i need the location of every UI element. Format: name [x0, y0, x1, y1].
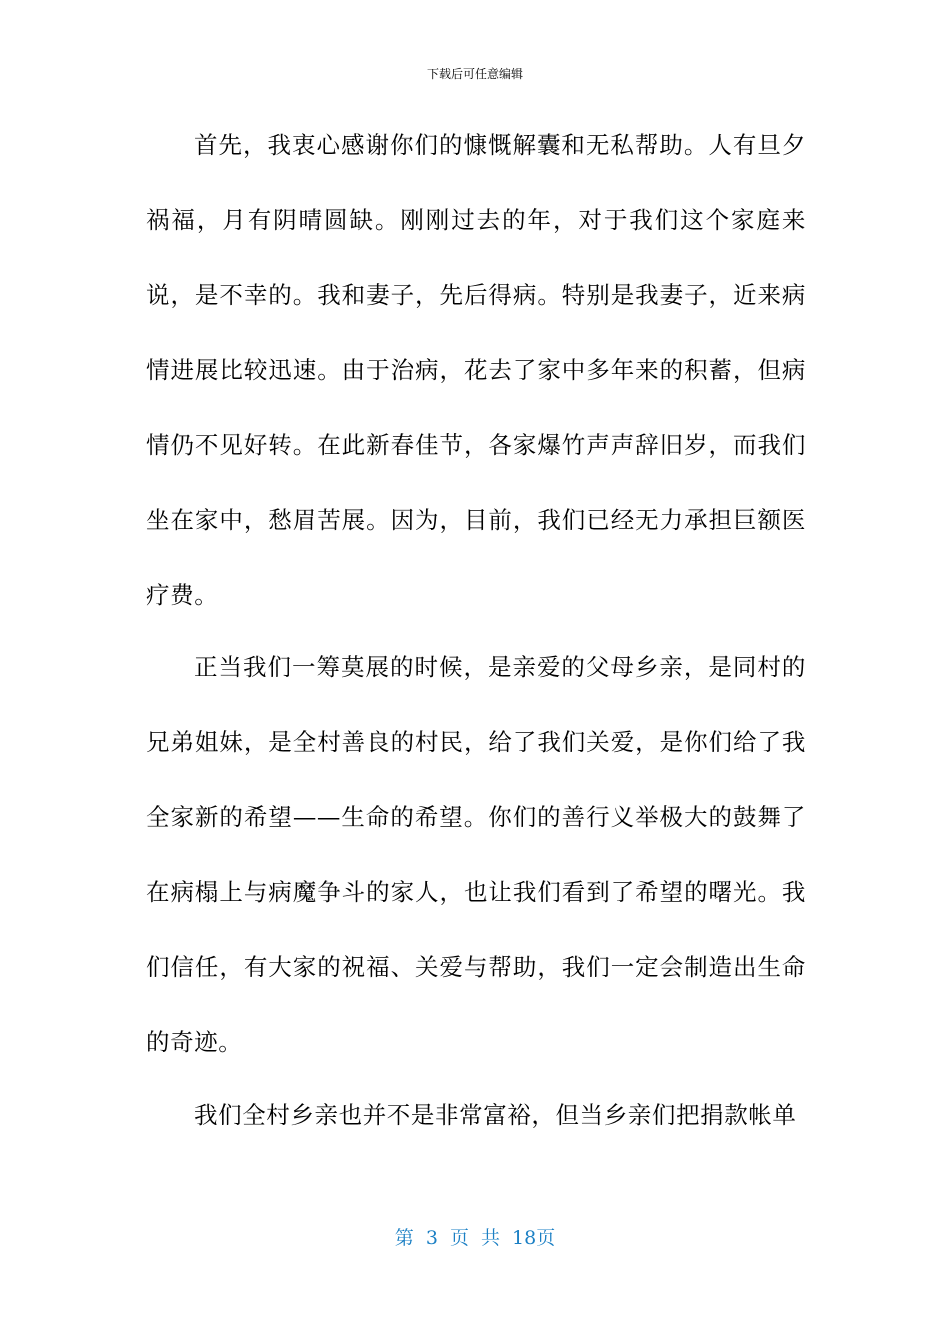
page-header-note: 下载后可任意编辑 [426, 67, 523, 81]
body-paragraph-1: 首先，我衷心感谢你们的慷慨解囊和无私帮助。人有旦夕祸福，月有阴晴圆缺。刚刚过去的年，对于我们这个家庭来说，是不幸的。我和妻子，先后得病。特别是我妻子，近来病情进展比较迅速。由于治病，花去了家中多年来的积蓄，但病情仍不见好转。在此新春佳节，各家爆竹声声辞旧岁，而我们坐在家中，愁眉苦展。因为，目前，我们已经无力承担巨额医疗费。 [146, 131, 806, 609]
page-number-footer: 第 3 页 共 18页 [394, 1227, 556, 1249]
body-paragraph-2: 正当我们一筹莫展的时候，是亲爱的父母乡亲，是同村的兄弟姐妹，是全村善良的村民，给了我们关爱，是你们给了我全家新的希望——生命的希望。你们的善行义举极大的鼓舞了在病榻上与病魔争斗的家人，也让我们看到了希望的曙光。我们信任，有大家的祝福、关爱与帮助，我们一定会制造出生命的奇迹。 [146, 653, 806, 1056]
body-paragraph-3: 我们全村乡亲也并不是非常富裕，但当乡亲们把捐款帐单 [194, 1101, 797, 1129]
